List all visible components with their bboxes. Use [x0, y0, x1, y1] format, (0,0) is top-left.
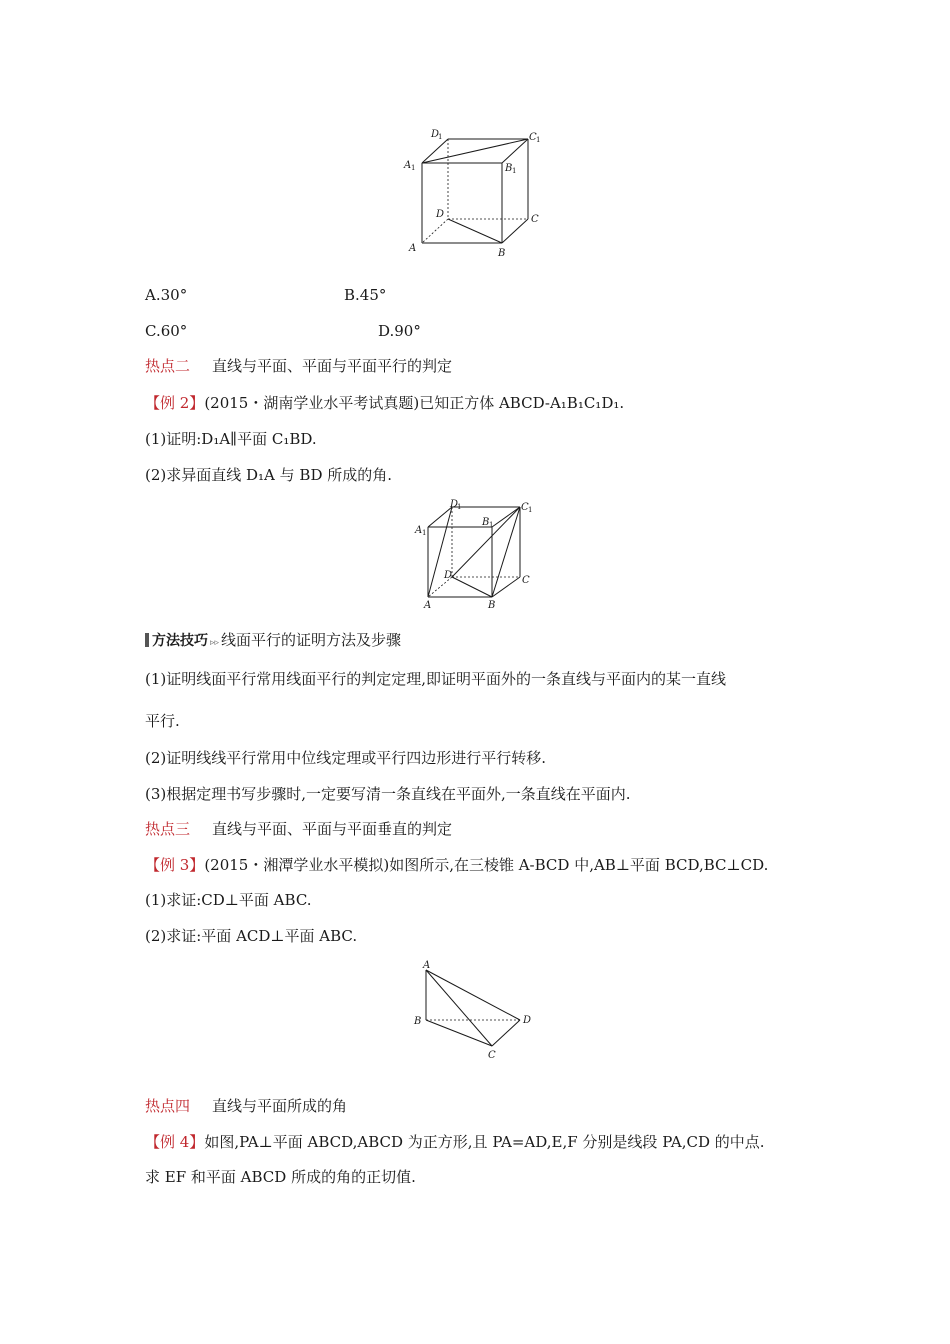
svg-text:1: 1: [438, 133, 443, 141]
edge-C1B1: [502, 139, 528, 163]
diagonal-D1A: [428, 507, 452, 597]
example-text: (2015・湘潭学业水平模拟)如图所示,在三棱锥 A-BCD 中,AB⊥平面 BCD,BC⊥CD.: [204, 856, 769, 874]
method-p1b: 平行.: [145, 712, 180, 730]
method-bar-icon: [145, 633, 149, 647]
example-2: [145, 393, 624, 413]
label-A: A: [423, 960, 431, 971]
option-c: C.60°: [145, 322, 188, 340]
hotspot-label: 热点二: [145, 357, 191, 375]
label-B1: B: [482, 517, 490, 528]
svg-text:1: 1: [489, 521, 494, 529]
diagonal-C1B: [492, 507, 520, 597]
hotspot-3-heading: [145, 819, 452, 839]
example-3-q1: (1)求证:CD⊥平面 ABC.: [145, 891, 312, 909]
method-p3: (3)根据定理书写步骤时,一定要写清一条直线在平面外,一条直线在平面内.: [145, 785, 631, 803]
label-B: B: [414, 1016, 422, 1027]
example-4: [145, 1132, 765, 1152]
edge-A1D1: [422, 139, 448, 163]
label-B: B: [498, 248, 506, 259]
method-p2: (2)证明线线平行常用中位线定理或平行四边形进行平行转移.: [145, 749, 547, 767]
label-C: C: [488, 1050, 496, 1061]
label-A1: A: [415, 525, 423, 536]
arrow-icon: ▹▹: [210, 638, 220, 648]
edge-BC: [492, 577, 520, 597]
label-B1: B: [505, 163, 513, 174]
example-2-q2: (2)求异面直线 D₁A 与 BD 所成的角.: [145, 466, 393, 484]
edge-A1D1: [428, 507, 452, 527]
label-D1: D: [450, 499, 459, 510]
diagonal-A1C1: [422, 139, 528, 163]
label-B: B: [488, 600, 496, 611]
hotspot-title: 直线与平面所成的角: [212, 1097, 348, 1115]
edge-BC: [426, 1020, 492, 1046]
cube-figure-1: [395, 125, 555, 265]
hotspot-label: 热点三: [145, 820, 191, 838]
svg-text:1: 1: [528, 506, 533, 514]
example-text: 如图,PA⊥平面 ABCD,ABCD 为正方形,且 PA=AD,E,F 分别是线段 PA,CD 的中点.: [204, 1133, 765, 1151]
tetrahedron-figure: [410, 958, 540, 1063]
example-tag: 【例 2】: [145, 394, 205, 412]
label-D: D: [444, 570, 453, 581]
example-text: (2015・湖南学业水平考试真题)已知正方体 ABCD-A₁B₁C₁D₁.: [204, 394, 625, 412]
option-b: B.45°: [344, 286, 387, 304]
svg-text:1: 1: [457, 503, 462, 511]
label-D: D: [523, 1015, 532, 1026]
label-D1: D: [431, 129, 440, 140]
example-3: [145, 855, 768, 875]
hotspot-title: 直线与平面、平面与平面平行的判定: [212, 357, 453, 375]
label-C: C: [531, 214, 539, 225]
edge-AD: [426, 970, 520, 1020]
hidden-edge-DA: [422, 219, 448, 243]
label-A1: A: [404, 160, 412, 171]
edge-AC: [426, 970, 492, 1046]
example-3-q2: (2)求证:平面 ACD⊥平面 ABC.: [145, 927, 358, 945]
svg-text:1: 1: [536, 136, 541, 144]
label-D: D: [436, 209, 445, 220]
label-A: A: [409, 243, 417, 254]
edge-BC: [502, 219, 528, 243]
option-a: A.30°: [145, 286, 188, 304]
method-heading: [145, 630, 401, 653]
svg-text:1: 1: [512, 167, 517, 175]
example-2-q1: (1)证明:D₁A∥平面 C₁BD.: [145, 430, 317, 448]
hotspot-4-heading: [145, 1096, 347, 1116]
method-tag: 方法技巧: [152, 633, 208, 649]
example-tag: 【例 3】: [145, 856, 205, 874]
method-title: 线面平行的证明方法及步骤: [221, 631, 402, 649]
hotspot-title: 直线与平面、平面与平面垂直的判定: [212, 820, 453, 838]
example-tag: 【例 4】: [145, 1133, 205, 1151]
label-C: C: [522, 575, 530, 586]
hotspot-2-heading: [145, 356, 452, 376]
diagonal-DB: [452, 577, 492, 597]
edge-C1B1: [492, 507, 520, 527]
svg-text:1: 1: [422, 529, 427, 537]
svg-text:1: 1: [411, 164, 416, 172]
cube-figure-2: [410, 497, 540, 612]
label-C1: C: [521, 502, 529, 513]
hotspot-label: 热点四: [145, 1097, 191, 1115]
diagonal-DB: [448, 219, 502, 243]
label-A: A: [424, 600, 432, 611]
option-d: D.90°: [378, 322, 421, 340]
label-C1: C: [529, 132, 537, 143]
edge-CD: [492, 1020, 520, 1046]
example-4-q: 求 EF 和平面 ABCD 所成的角的正切值.: [145, 1168, 416, 1186]
method-p1a: (1)证明线面平行常用线面平行的判定定理,即证明平面外的一条直线与平面内的某一直线: [145, 670, 727, 688]
